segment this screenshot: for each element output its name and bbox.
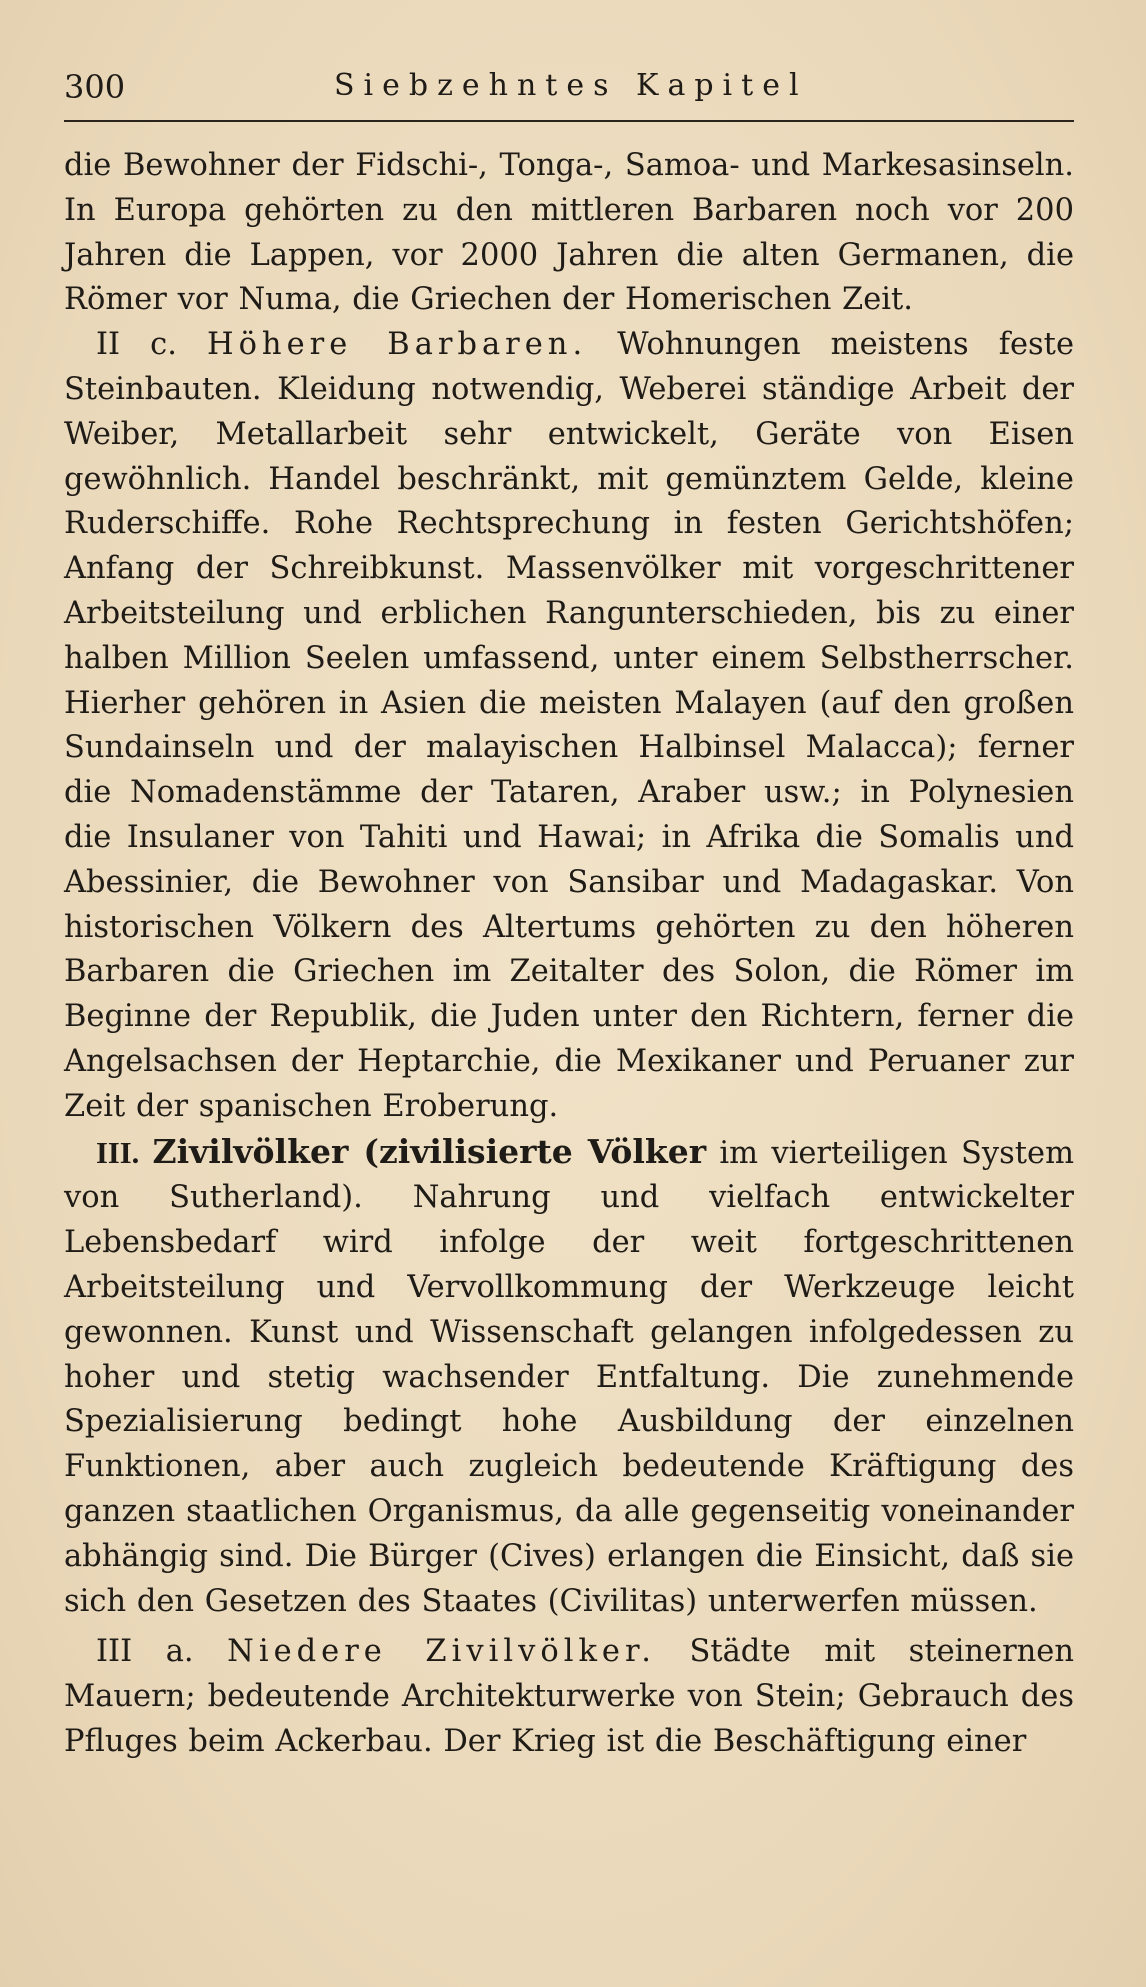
section-heading: Zivilvölker (zivilisierte Völker [152,1131,707,1171]
section-label: III. [96,1135,140,1170]
paragraph-text: im vierteiligen System von Sutherland). Nahrung und vielfach entwickelter Lebensbedarf wird infolge der weit fortgeschrittenen Arbeitsteilung und Vervollkommung der Werkzeuge leicht gewonnen. Kunst und Wissenschaft gelangen infolgedessen zu hoher und stetig wachsender Entfaltung. Die zunehmende Spezialisierung bedingt hohe Ausbildung der einzelnen Funktionen, aber auch zugleich bedeutende Kräftigung des ganzen staatlichen Organismus, da alle gegenseitig voneinander abhängig sind. Die Bürger (Cives) erlangen die Einsicht, daß sie sich den Gesetzen des Staates (Civilitas) unterwerfen müssen. [64,1135,1074,1619]
section-label: II c. [96,327,177,363]
paragraph-zivilvoelker [64,1130,1074,1625]
page-number: 300 [64,68,126,106]
paragraph-hoehere-barbaren [64,323,1074,1129]
section-heading: Höhere Barbaren. [206,327,588,363]
section-label: III a. [96,1634,194,1670]
paragraph-text: Wohnungen meistens feste Steinbauten. Kleidung notwendig, Weberei ständige Arbeit der Weiber, Metallarbeit sehr entwickelt, Geräte von Eisen gewöhnlich. Handel beschränkt, mit gemünztem Gelde, kleine Ruderschiffe. Rohe Rechtsprechung in festen Gerichtshöfen; Anfang der Schreibkunst. Massenvölker mit vorgeschrittener Arbeitsteilung und erblichen Rangunterschieden, bis zu einer halben Million Seelen umfassend, unter einem Selbstherrscher. Hierher gehören in Asien die meisten Malayen (auf den großen Sundainseln und der malayischen Halbinsel Malacca); ferner die Nomadenstämme der Tataren, Araber usw.; in Polynesien die Insulaner von Tahiti und Hawai; in Afrika die Somalis und Abessinier, die Bewohner von Sansibar und Madagaskar. Von historischen Völkern des Altertums gehörten zu den höheren Barbaren die Griechen im Zeitalter des Solon, die Römer im Beginne der Republik, die Juden unter den Richtern, ferner die Angelsachsen der Heptarchie, die Mexikaner und Peruaner zur Zeit der spanischen Eroberung. [64,327,1074,1124]
paragraph-continuation [64,144,1074,323]
paragraph-niedere-zivilvoelker [64,1630,1074,1764]
section-heading: Niedere Zivilvölker. [227,1634,656,1670]
running-head [64,58,1074,122]
book-page [64,58,1074,1765]
paragraph-text: Städte mit steinernen Mauern; bedeutende Architekturwerke von Stein; Gebrauch des Pfluges beim Ackerbau. Der Krieg ist die Beschäftigung einer [64,1634,1075,1759]
body-text [64,144,1074,1765]
paragraph-text: die Bewohner der Fidschi-, Tonga-, Samoa- und Markesasinseln. In Europa gehörten zu den mittleren Barbaren noch vor 200 Jahren die Lappen, vor 2000 Jahren die alten Germanen, die Römer vor Numa, die Griechen der Homerischen Zeit. [64,148,1074,318]
chapter-title: Siebzehntes Kapitel [334,68,808,103]
